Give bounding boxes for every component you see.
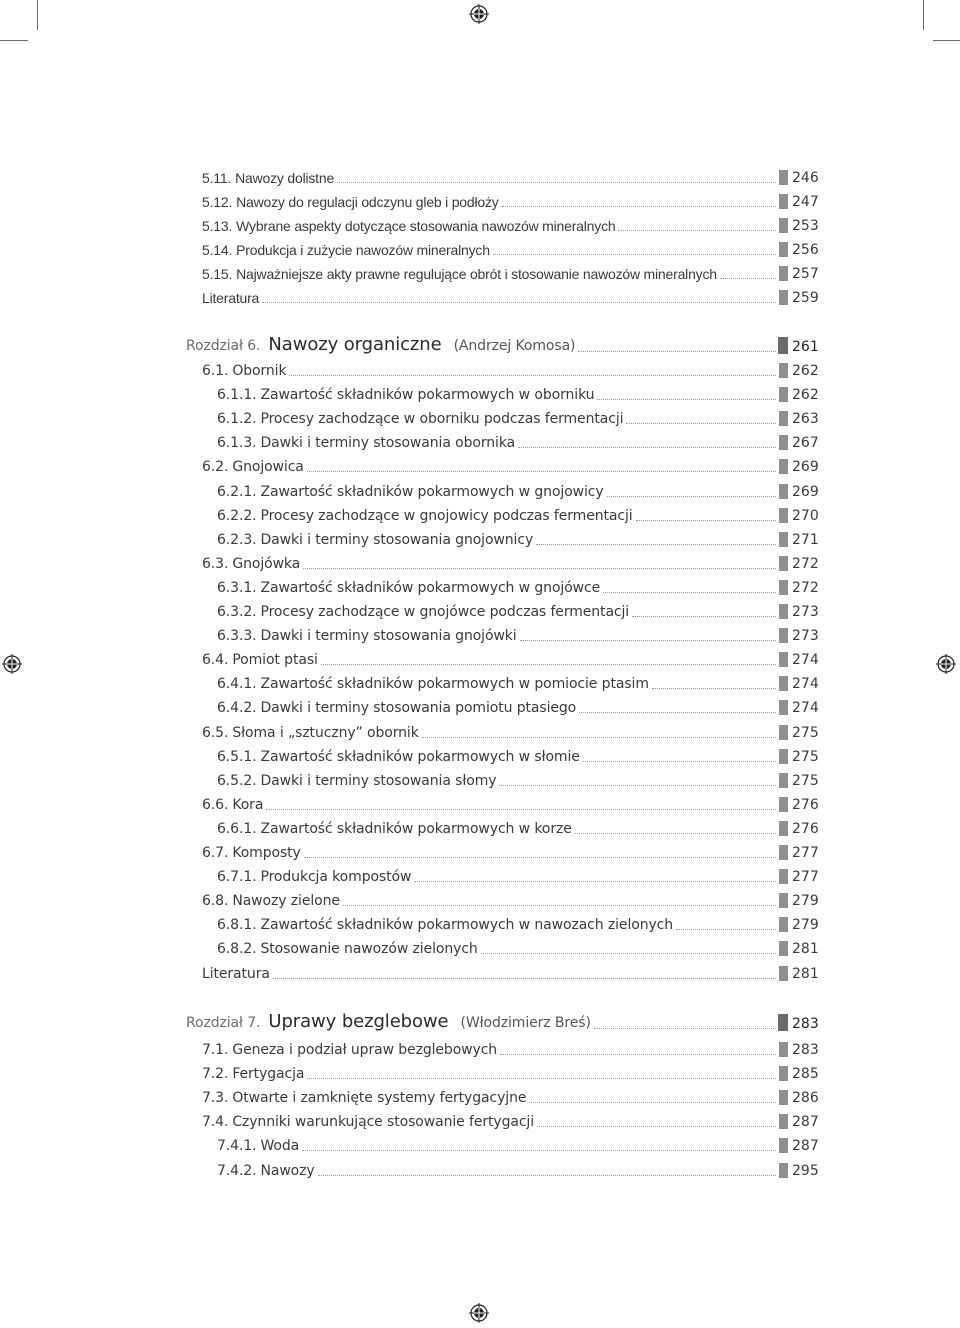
page-marker xyxy=(779,266,788,281)
toc-entry[interactable] xyxy=(0,936,960,960)
section-title: Pomiot ptasi xyxy=(232,652,318,669)
page-number: 259 xyxy=(792,290,819,306)
page-marker xyxy=(779,580,788,595)
section-number: 7.3. xyxy=(202,1090,229,1107)
section-title: Produkcja i zużycie nawozów mineralnych xyxy=(236,242,490,258)
toc-entry[interactable] xyxy=(0,720,960,744)
toc-entry[interactable] xyxy=(0,1133,960,1157)
page-marker xyxy=(779,966,788,981)
page-number: 269 xyxy=(792,459,819,476)
section-number: 5.11. xyxy=(202,170,232,186)
dot-leader xyxy=(414,881,776,882)
page-marker xyxy=(779,387,788,402)
dot-leader xyxy=(520,640,776,641)
page-marker xyxy=(779,290,788,305)
section-title: Otwarte i zamknięte systemy fertygacyjne xyxy=(232,1090,527,1107)
section-title: Dawki i terminy stosowania obornika xyxy=(260,435,516,452)
page-number: 287 xyxy=(792,1138,819,1155)
page-number: 274 xyxy=(792,700,819,717)
page-number: 256 xyxy=(792,242,819,258)
page-marker xyxy=(779,676,788,691)
section-number: 6.8.1. xyxy=(217,917,257,934)
chapter-author: (Andrzej Komosa) xyxy=(453,338,576,354)
section-title: Woda xyxy=(260,1138,300,1155)
section-title: Fertygacja xyxy=(232,1066,305,1083)
dot-leader xyxy=(273,978,776,979)
page-number: 247 xyxy=(792,194,819,210)
page-marker xyxy=(779,797,788,812)
section-number: 6.2.1. xyxy=(217,483,257,500)
toc-entry[interactable] xyxy=(0,1109,960,1133)
section-title: Zawartość składników pokarmowych w gnojowicy xyxy=(260,483,604,500)
section-number: 6.8. xyxy=(202,893,229,910)
dot-leader xyxy=(289,375,776,376)
section-number: 6.6. xyxy=(202,796,229,813)
dot-leader xyxy=(575,833,776,834)
section-number: 6.5.1. xyxy=(217,748,257,765)
section-title: Zawartość składników pokarmowych w korze xyxy=(260,820,572,837)
page-number: 274 xyxy=(792,652,819,669)
crop-mark-top-right xyxy=(923,0,924,30)
section-number: 6.7.1. xyxy=(217,869,257,886)
section-title: Stosowanie nawozów zielonych xyxy=(260,941,478,958)
toc-entry[interactable] xyxy=(0,430,960,454)
section-title: Nawozy xyxy=(260,1162,315,1179)
dot-leader xyxy=(537,1126,776,1127)
page-number: 283 xyxy=(792,1042,819,1058)
chapter-label: Rozdział 7. xyxy=(186,1015,261,1031)
toc-entry[interactable] xyxy=(0,744,960,768)
page-number: 283 xyxy=(792,1016,819,1032)
toc-entry[interactable] xyxy=(0,527,960,551)
page-marker xyxy=(778,1014,788,1031)
page-number: 286 xyxy=(792,1090,819,1107)
toc-entry[interactable] xyxy=(0,768,960,792)
section-number: 6.5.2. xyxy=(217,772,257,789)
page-marker xyxy=(779,242,788,257)
section-title: Obornik xyxy=(232,363,287,379)
page-marker xyxy=(779,1066,788,1081)
dot-leader xyxy=(337,182,776,183)
section-number: 7.2. xyxy=(202,1066,229,1083)
toc-entry[interactable] xyxy=(0,213,960,237)
section-number: 6.4. xyxy=(202,652,229,669)
dot-leader xyxy=(652,688,776,689)
section-title: Procesy zachodzące w oborniku podczas fermentacji xyxy=(260,411,624,428)
dot-leader xyxy=(720,278,776,279)
section-title: Literatura xyxy=(202,290,260,306)
section-number: 6.2. xyxy=(202,459,229,476)
page-number: 269 xyxy=(792,483,819,500)
chapter-label: Rozdział 6. xyxy=(186,338,261,354)
dot-leader xyxy=(632,616,776,617)
section-number: 6.2.2. xyxy=(217,507,257,524)
page-marker xyxy=(779,821,788,836)
dot-leader xyxy=(302,1150,776,1151)
page-marker xyxy=(779,508,788,523)
section-title: Słoma i „sztuczny” obornik xyxy=(232,724,419,741)
dot-leader xyxy=(529,1102,776,1103)
dot-leader xyxy=(307,471,776,472)
page-number: 271 xyxy=(792,531,819,548)
chapter-author: (Włodzimierz Breś) xyxy=(460,1015,591,1031)
dot-leader xyxy=(594,1028,776,1029)
dot-leader xyxy=(607,496,776,497)
toc-entry[interactable] xyxy=(0,285,960,309)
page-marker xyxy=(779,363,788,378)
section-number: 5.13. xyxy=(202,218,233,234)
page-number: 276 xyxy=(792,796,819,813)
section-title: Kora xyxy=(232,796,264,813)
dot-leader xyxy=(266,809,776,810)
toc-entry[interactable] xyxy=(0,406,960,430)
page-number: 262 xyxy=(792,363,819,379)
toc-entry[interactable] xyxy=(0,647,960,671)
toc-entry[interactable] xyxy=(0,1158,960,1182)
section-number: 6.8.2. xyxy=(217,941,257,958)
section-title: Procesy zachodzące w gnojowicy podczas fermentacji xyxy=(260,507,633,524)
section-number: 6.3.3. xyxy=(217,628,257,645)
section-number: 5.15. xyxy=(202,266,233,282)
page-marker xyxy=(779,1042,788,1057)
page-number: 285 xyxy=(792,1066,819,1083)
section-number: 6.4.2. xyxy=(217,700,257,717)
page-marker xyxy=(779,725,788,740)
dot-leader xyxy=(307,1078,776,1079)
toc-entry[interactable] xyxy=(0,695,960,719)
section-title: Dawki i terminy stosowania słomy xyxy=(260,772,497,789)
page-number: 295 xyxy=(792,1162,819,1179)
dot-leader xyxy=(321,664,776,665)
section-number: 7.4.1. xyxy=(217,1138,257,1155)
page-number: 275 xyxy=(792,724,819,741)
dot-leader xyxy=(578,351,776,352)
page-number: 261 xyxy=(792,339,819,355)
toc-entry[interactable] xyxy=(0,792,960,816)
page-number: 273 xyxy=(792,604,819,620)
dot-leader xyxy=(481,953,776,954)
section-title: Dawki i terminy stosowania pomiotu ptasiego xyxy=(260,700,577,717)
page-marker xyxy=(779,459,788,474)
section-title: Nawozy dolistne xyxy=(235,170,335,186)
toc-entry[interactable] xyxy=(0,454,960,478)
page-marker xyxy=(779,628,788,643)
page-marker xyxy=(779,218,788,233)
section-number: 6.1.3. xyxy=(217,435,257,452)
toc-entry[interactable] xyxy=(0,165,960,189)
toc-entry[interactable] xyxy=(0,551,960,575)
toc-entry[interactable] xyxy=(0,575,960,599)
toc-entry[interactable] xyxy=(0,189,960,213)
section-title: Najważniejsze akty prawne regulujące obrót i stosowanie nawozów mineralnych xyxy=(236,266,717,282)
page-marker xyxy=(779,170,788,185)
dot-leader xyxy=(597,399,776,400)
section-title: Dawki i terminy stosowania gnojówki xyxy=(260,628,517,645)
toc-entry[interactable] xyxy=(0,237,960,261)
page-marker xyxy=(779,1114,788,1129)
section-number: 6.1.1. xyxy=(217,387,257,404)
dot-leader xyxy=(636,520,776,521)
dot-leader xyxy=(626,423,776,424)
section-title: Gnojówka xyxy=(232,555,301,572)
dot-leader xyxy=(676,929,776,930)
page-number: 279 xyxy=(792,917,819,934)
page-marker xyxy=(778,337,788,354)
section-title: Zawartość składników pokarmowych w pomiocie ptasim xyxy=(260,676,649,693)
section-title: Zawartość składników pokarmowych w nawozach zielonych xyxy=(260,917,674,934)
section-title: Gnojowica xyxy=(232,459,304,476)
page-marker xyxy=(779,484,788,499)
page-marker xyxy=(779,532,788,547)
registration-mark-bottom-icon xyxy=(469,1303,489,1323)
toc-entry[interactable] xyxy=(0,1037,960,1061)
dot-leader xyxy=(500,1054,776,1055)
page-number: 270 xyxy=(792,507,819,524)
section-title: Zawartość składników pokarmowych w oborniku xyxy=(260,387,595,404)
page-number: 246 xyxy=(792,170,819,186)
toc-entry[interactable] xyxy=(0,479,960,503)
section-number: 7.4. xyxy=(202,1114,229,1131)
section-title: Procesy zachodzące w gnojówce podczas fermentacji xyxy=(260,604,630,620)
section-number: 6.6.1. xyxy=(217,820,257,837)
section-number: 7.1. xyxy=(202,1042,229,1058)
crop-mark-top-left-h xyxy=(0,40,28,41)
page-number: 272 xyxy=(792,579,819,596)
chapter-title: Nawozy organiczne xyxy=(268,334,442,355)
toc-entry[interactable] xyxy=(0,671,960,695)
section-title: Komposty xyxy=(232,845,301,861)
dot-leader xyxy=(583,761,776,762)
section-number: 6.5. xyxy=(202,724,229,741)
page-number: 267 xyxy=(792,435,819,452)
page-number: 275 xyxy=(792,772,819,789)
section-number: 6.1. xyxy=(202,363,229,379)
section-number: 6.2.3. xyxy=(217,531,257,548)
section-number: 6.7. xyxy=(202,845,229,861)
dot-leader xyxy=(579,712,776,713)
chapter-heading[interactable] xyxy=(0,1011,960,1035)
toc-entry[interactable] xyxy=(0,961,960,985)
page-marker xyxy=(779,917,788,932)
dot-leader xyxy=(618,230,776,231)
section-number: 6.4.1. xyxy=(217,676,257,693)
dot-leader xyxy=(502,206,776,207)
toc-entry[interactable] xyxy=(0,840,960,864)
toc-entry[interactable] xyxy=(0,1085,960,1109)
chapter-title: Uprawy bezglebowe xyxy=(268,1011,449,1032)
dot-leader xyxy=(499,785,776,786)
section-title: Dawki i terminy stosowania gnojownicy xyxy=(260,531,534,548)
page-number: 263 xyxy=(792,411,819,428)
page-marker xyxy=(779,604,788,619)
page-number: 281 xyxy=(792,965,819,982)
chapter-heading[interactable] xyxy=(0,334,960,358)
page-number: 274 xyxy=(792,676,819,693)
dot-leader xyxy=(343,905,776,906)
dot-leader xyxy=(518,447,776,448)
toc-entry[interactable] xyxy=(0,864,960,888)
page-marker xyxy=(779,435,788,450)
section-title: Zawartość składników pokarmowych w słomie xyxy=(260,748,580,765)
dot-leader xyxy=(493,254,776,255)
crop-mark-top-right-h xyxy=(933,40,960,41)
crop-mark-top-left xyxy=(37,0,38,30)
section-number: 7.4.2. xyxy=(217,1162,257,1179)
page-marker xyxy=(779,194,788,209)
page-marker xyxy=(779,1138,788,1153)
toc-entry[interactable] xyxy=(0,503,960,527)
dot-leader xyxy=(603,592,776,593)
toc-entry[interactable] xyxy=(0,888,960,912)
section-title: Czynniki warunkujące stosowanie fertygacji xyxy=(232,1114,535,1131)
toc-entry[interactable] xyxy=(0,358,960,382)
page-marker xyxy=(779,700,788,715)
page-number: 257 xyxy=(792,266,819,282)
toc-entry[interactable] xyxy=(0,623,960,647)
dot-leader xyxy=(536,544,776,545)
registration-mark-top-icon xyxy=(469,4,489,24)
page-number: 277 xyxy=(792,869,819,886)
page-marker xyxy=(779,1163,788,1178)
dot-leader xyxy=(262,302,776,303)
section-title: Nawozy zielone xyxy=(232,893,340,910)
dot-leader xyxy=(304,857,776,858)
page-number: 253 xyxy=(792,218,819,234)
page-number: 275 xyxy=(792,748,819,765)
dot-leader xyxy=(318,1175,776,1176)
page-number: 277 xyxy=(792,845,819,861)
section-number: 5.12. xyxy=(202,194,233,210)
page-marker xyxy=(779,941,788,956)
toc-entry[interactable] xyxy=(0,599,960,623)
section-title: Zawartość składników pokarmowych w gnojówce xyxy=(260,579,601,596)
page-marker xyxy=(779,411,788,426)
page-number: 281 xyxy=(792,941,819,958)
page-marker xyxy=(779,749,788,764)
page-number: 272 xyxy=(792,555,819,572)
page-marker xyxy=(779,556,788,571)
page-number: 273 xyxy=(792,628,819,645)
page-number: 276 xyxy=(792,820,819,837)
page-number: 262 xyxy=(792,387,819,404)
page-marker xyxy=(779,845,788,860)
toc-entry[interactable] xyxy=(0,261,960,285)
section-number: 6.1.2. xyxy=(217,411,257,428)
toc-entry[interactable] xyxy=(0,912,960,936)
section-number: 5.14. xyxy=(202,242,233,258)
section-title: Produkcja kompostów xyxy=(260,869,412,886)
page-marker xyxy=(779,773,788,788)
section-title: Nawozy do regulacji odczynu gleb i podłoży xyxy=(236,194,499,210)
page-marker xyxy=(779,893,788,908)
dot-leader xyxy=(303,568,776,569)
section-title: Literatura xyxy=(202,965,270,982)
page-marker xyxy=(779,869,788,884)
dot-leader xyxy=(422,737,776,738)
page-marker xyxy=(779,652,788,667)
section-title: Wybrane aspekty dotyczące stosowania nawozów mineralnych xyxy=(236,218,616,234)
page-number: 287 xyxy=(792,1114,819,1131)
toc-entry[interactable] xyxy=(0,382,960,406)
section-number: 6.3.2. xyxy=(217,604,257,620)
page-number: 279 xyxy=(792,893,819,910)
toc-entry[interactable] xyxy=(0,1061,960,1085)
toc-entry[interactable] xyxy=(0,816,960,840)
section-number: 6.3.1. xyxy=(217,579,257,596)
section-title: Geneza i podział upraw bezglebowych xyxy=(232,1042,498,1058)
section-number: 6.3. xyxy=(202,555,229,572)
page-marker xyxy=(779,1090,788,1105)
